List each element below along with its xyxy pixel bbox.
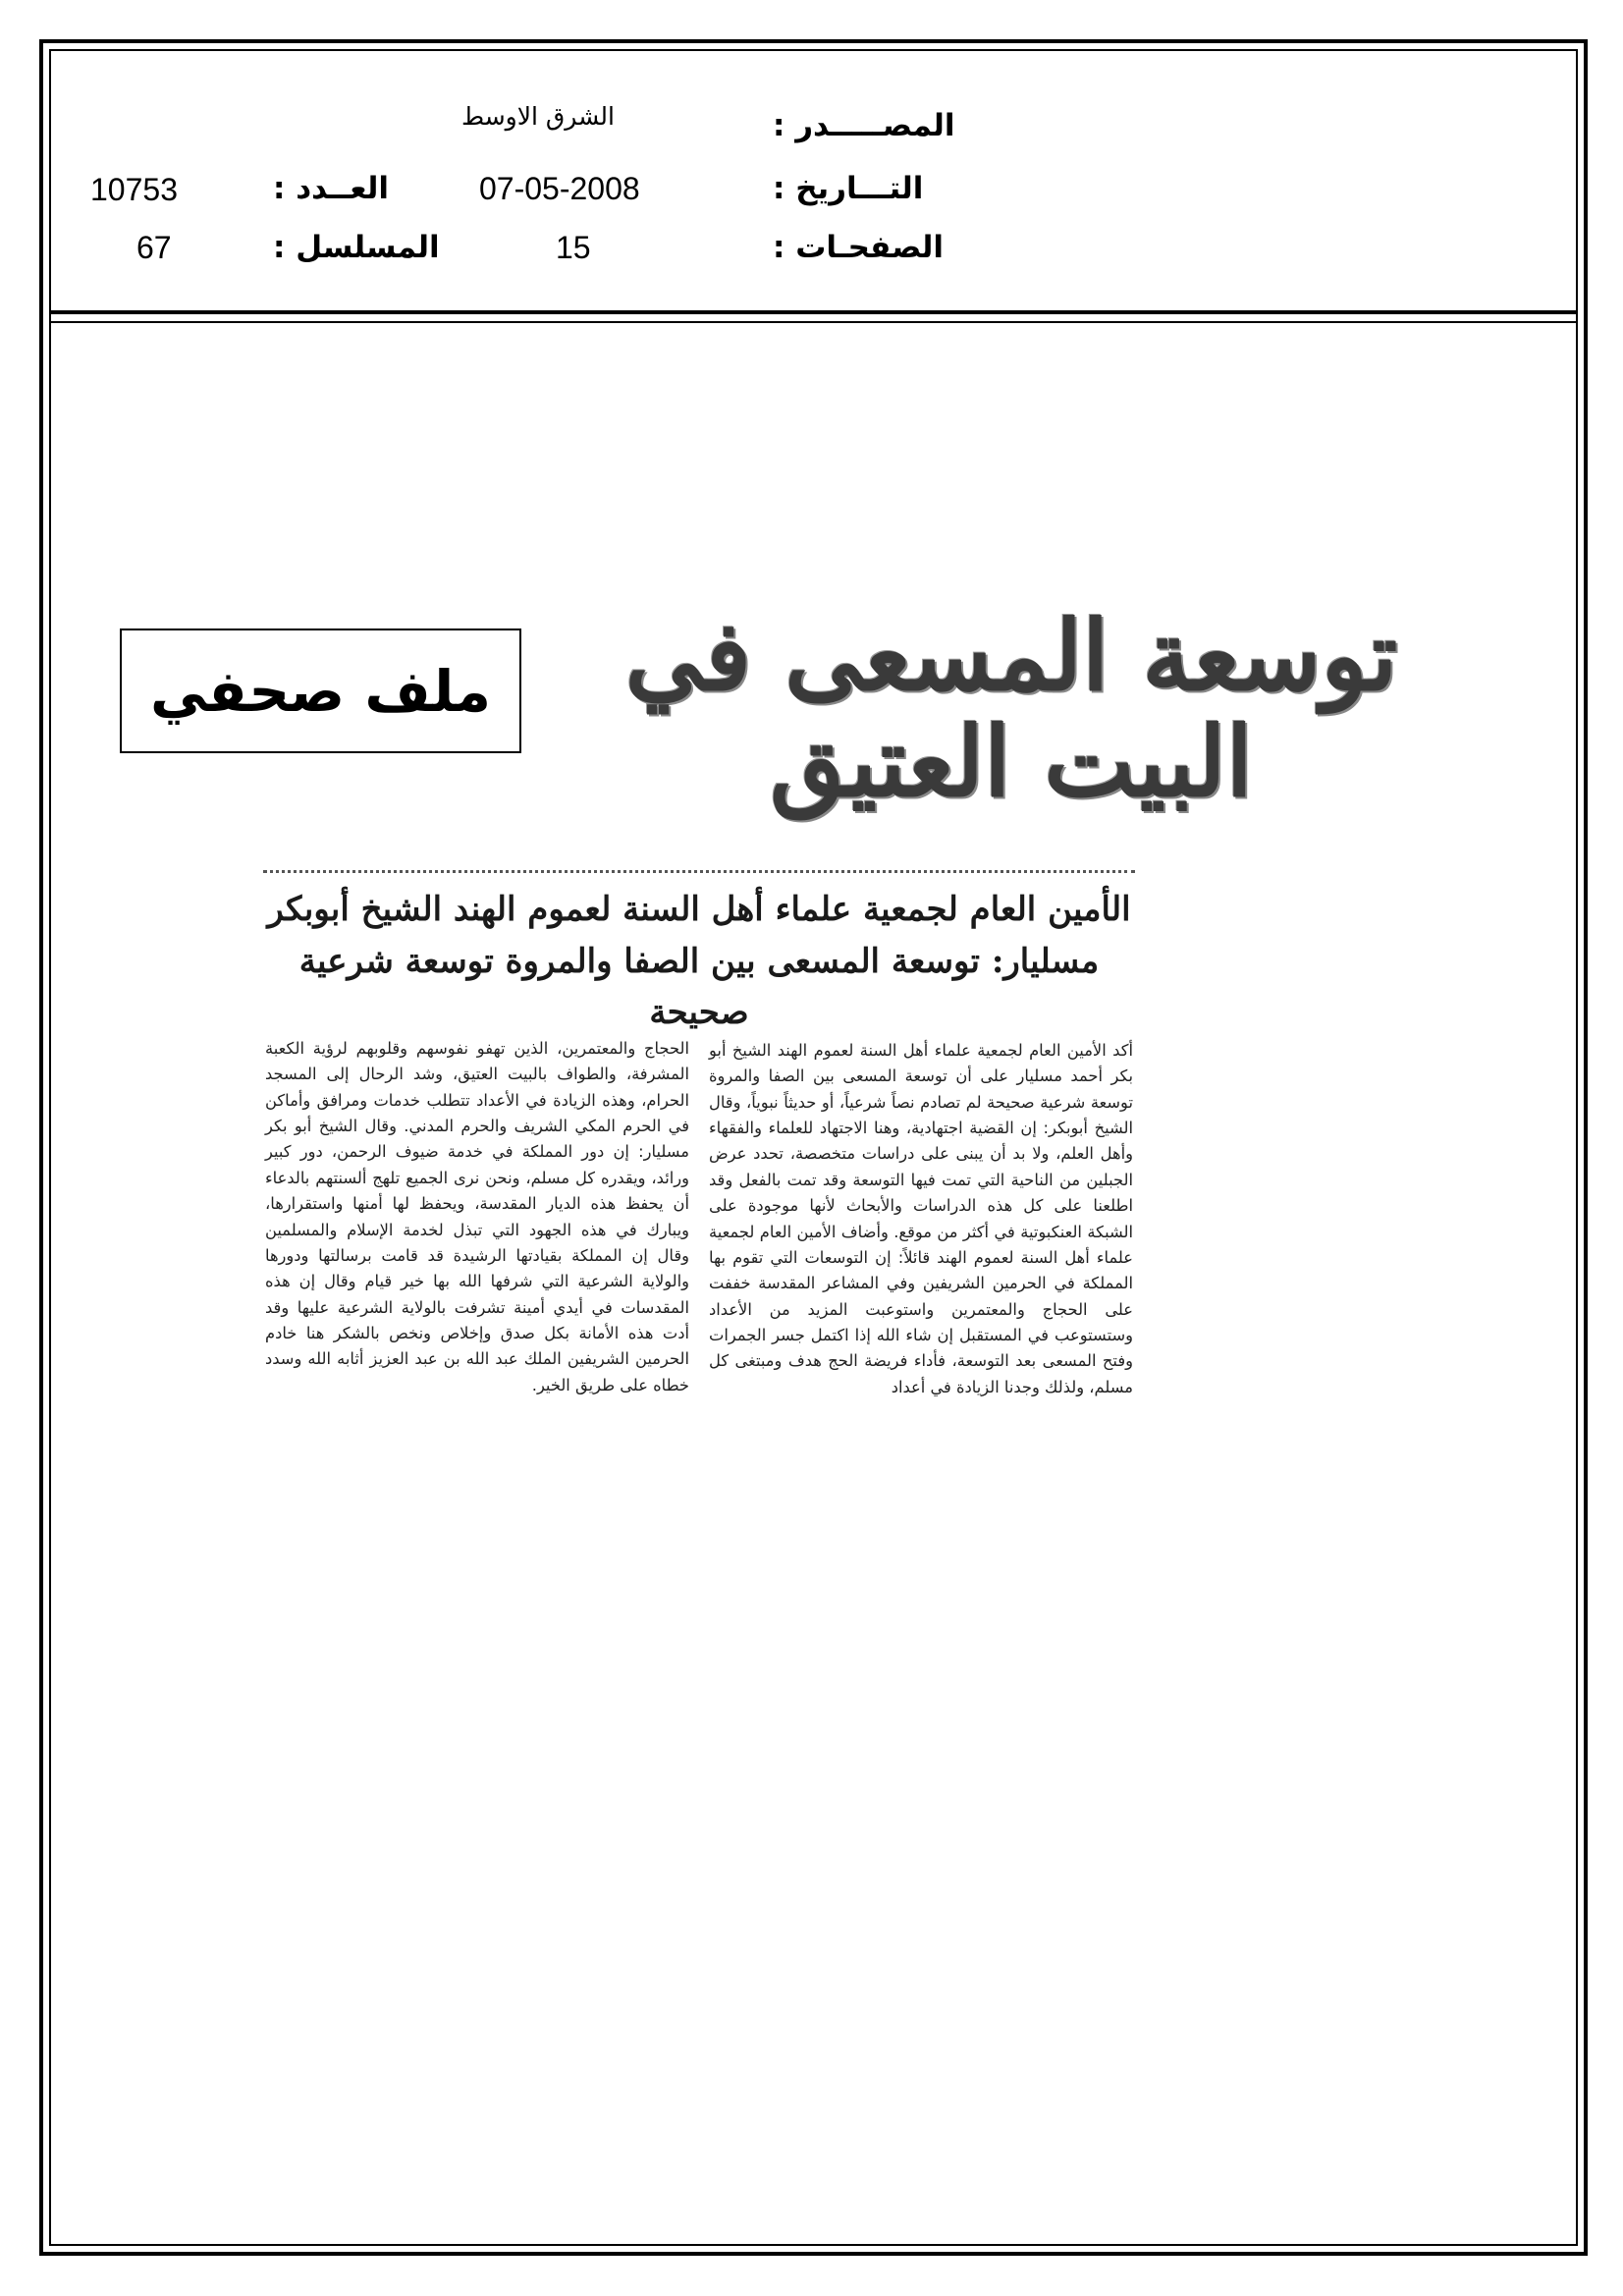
press-file-stamp bbox=[120, 629, 521, 753]
clipping-top-rule bbox=[263, 870, 1135, 873]
clipping-headline-line1: الأمين العام لجمعية علماء أهل السنة لعموم الهند الشيخ أبوبكر bbox=[267, 890, 1131, 929]
issue-label: العــدد : bbox=[273, 171, 389, 206]
article-column-left: الحجاج والمعتمرين، الذين تهفو نفوسهم وقلوبهم لرؤية الكعبة المشرفة، والطواف بالبيت العتيق، وشد الرحال إلى المسجد الحرام، وهذه الزيادة في الأعداد تتطلب خدمات ومرافق وأماكن في الحرم المكي الشريف والحرم المدني. وقال الشيخ أبو بكر مسليار: إن دور المملكة في خدمة ضيوف الرحمن، دور كبير ورائد، ويقدره كل مسلم، ونحن نرى الجميع تلهج ألسنتهم بالدعاء أن يحفظ هذه الديار المقدسة، ويحفظ لها أمنها واستقرارها، ويبارك في هذه الجهود التي تبذل لخدمة الإسلام والمسلمين وقال إن المملكة بقيادتها الرشيدة قد قامت برسالتها ودورها والولاية الشرعية التي شرفها الله بها خير قيام وقال إن هذه المقدسات في أيدي أمينة تشرفت بالولاية الشرعية عليها وقد أدت هذه الأمانة بكل صدق وإخلاص ونخص بالشكر هنا خادم الحرمين الشريفين الملك عبد الله بن عبد العزيز أثابه الله وسدد خطاه على طريق الخير. bbox=[265, 1039, 689, 1394]
date-value: 07-05-2008 bbox=[479, 171, 640, 206]
header-divider-inner bbox=[49, 321, 1578, 323]
clipping-headline-line2: مسليار: توسعة المسعى بين الصفا والمروة توسعة شرعية صحيحة bbox=[298, 941, 1100, 1033]
pages-label: الصفحـات : bbox=[773, 230, 945, 265]
pages-value: 15 bbox=[556, 230, 591, 265]
page-title: توسعة المسعى في البيت العتيق bbox=[624, 600, 1398, 819]
article-column-right: أكد الأمين العام لجمعية علماء أهل السنة لعموم الهند الشيخ أبو بكر أحمد مسليار على أن توسعة المسعى بين الصفا والمروة توسعة شرعية صحيحة لم تصادم نصاً شرعياً، أو حديثاً نبوياً، وقال الشيخ أبوبكر: إن القضية اجتهادية، وهنا الاجتهاد للعلماء والفقهاء وأهل العلم، ولا بد أن يبنى على دراسات متخصصة، تحدد عرض الجبلين من الناحية التي تمت فيها التوسعة وقد تمت بالفعل وقد اطلعنا على كل هذه الدراسات والأبحاث لأنها موجودة على الشبكة العنكبوتية في أكثر من موقع. وأضاف الأمين العام لجمعية علماء أهل السنة لعموم الهند قائلاً: إن التوسعات التي تقوم بها المملكة في الحرمين الشريفين وفي المشاعر المقدسة خففت على الحجاج والمعتمرين واستوعبت المزيد من الأعداد وستستوعب في المستقبل إن شاء الله إذا اكتمل جسر الجمرات وفتح المسعى بعد التوسعة، فأداء فريضة الحج هدف ومبتغى كل مسلم، ولذلك وجدنا الزيادة في أعداد bbox=[709, 1041, 1133, 1396]
clipping-headline bbox=[265, 884, 1133, 1039]
header-divider bbox=[49, 310, 1578, 314]
issue-value: 10753 bbox=[90, 172, 178, 207]
source-value: الشرق الاوسط bbox=[461, 102, 615, 131]
serial-label: المسلسل : bbox=[273, 230, 440, 265]
source-label: المصـــــدر : bbox=[773, 108, 955, 143]
press-file-stamp-label: ملف صحفي bbox=[149, 657, 492, 725]
date-label: التـــاريخ : bbox=[773, 171, 924, 206]
serial-value: 67 bbox=[136, 230, 172, 265]
